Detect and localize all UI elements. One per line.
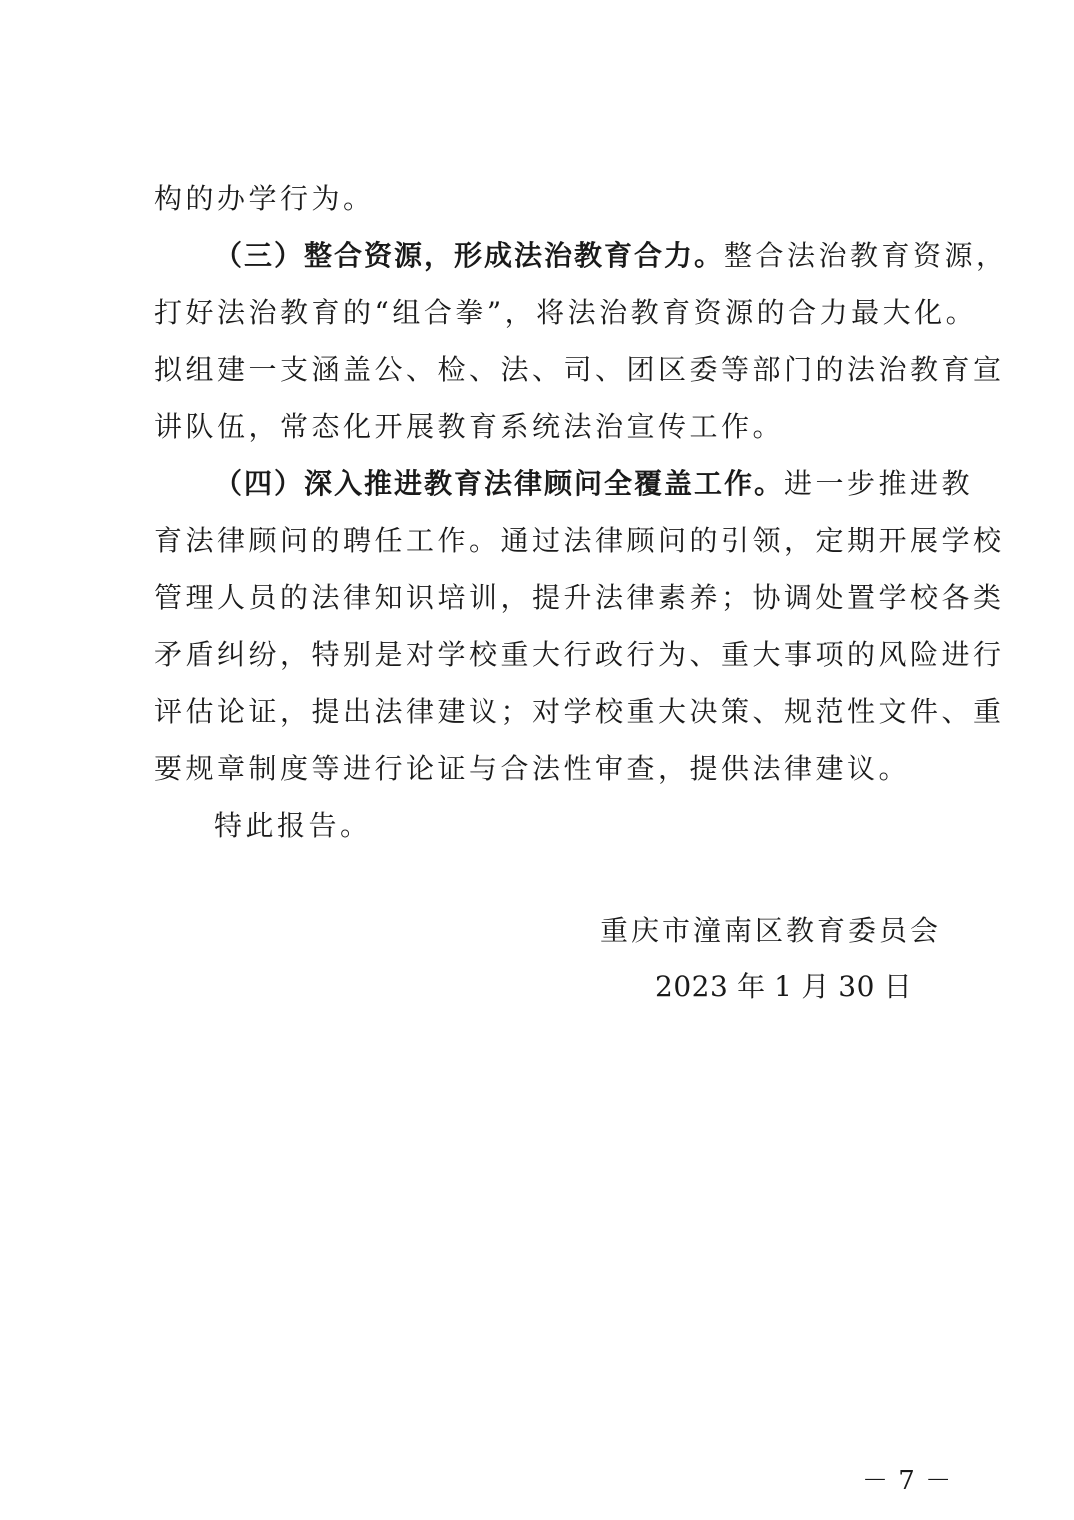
document-body bbox=[154, 170, 1008, 854]
paragraph-line: 打好法治教育的“组合拳”，将法治教育资源的合力最大化。 bbox=[154, 296, 978, 329]
date-day: 30 bbox=[838, 970, 875, 1003]
section-3-text: 整合法治教育资源， bbox=[724, 239, 1008, 272]
document-date bbox=[655, 958, 935, 1015]
paragraph-line: 拟组建一支涵盖公、检、法、司、团区委等部门的法治教育宣 bbox=[154, 353, 1005, 386]
paragraph-line: 育法律顾问的聘任工作。通过法律顾问的引领，定期开展学校 bbox=[154, 524, 1005, 557]
section-4-paragraph-line bbox=[154, 455, 974, 512]
closing-line: 特此报告。 bbox=[214, 809, 372, 842]
paragraph-line: 矛盾纠纷，特别是对学校重大行政行为、重大事项的风险进行 bbox=[154, 638, 1005, 671]
date-year: 2023 bbox=[655, 970, 729, 1003]
section-4-heading: （四）深入推进教育法律顾问全覆盖工作。 bbox=[214, 467, 785, 500]
date-month: 1 bbox=[774, 970, 793, 1003]
section-3-heading: （三）整合资源，形成法治教育合力。 bbox=[214, 239, 725, 272]
date-year-char: 年 bbox=[737, 970, 766, 1003]
paragraph-line: 要规章制度等进行论证与合法性审查，提供法律建议。 bbox=[154, 752, 911, 785]
paragraph-line: 讲队伍，常态化开展教育系统法治宣传工作。 bbox=[154, 410, 785, 443]
section-3-paragraph-line bbox=[154, 227, 1008, 284]
page-number: － 7 － bbox=[862, 1466, 953, 1496]
date-month-char: 月 bbox=[801, 970, 830, 1003]
section-4-text: 进一步推进教 bbox=[784, 467, 974, 500]
paragraph-line: 评估论证，提出法律建议；对学校重大决策、规范性文件、重 bbox=[154, 695, 1005, 728]
paragraph-line: 管理人员的法律知识培训，提升法律素养；协调处置学校各类 bbox=[154, 581, 1005, 614]
date-day-char: 日 bbox=[883, 970, 912, 1003]
signature-organization: 重庆市潼南区教育委员会 bbox=[600, 914, 942, 947]
paragraph-line: 构的办学行为。 bbox=[154, 182, 375, 215]
